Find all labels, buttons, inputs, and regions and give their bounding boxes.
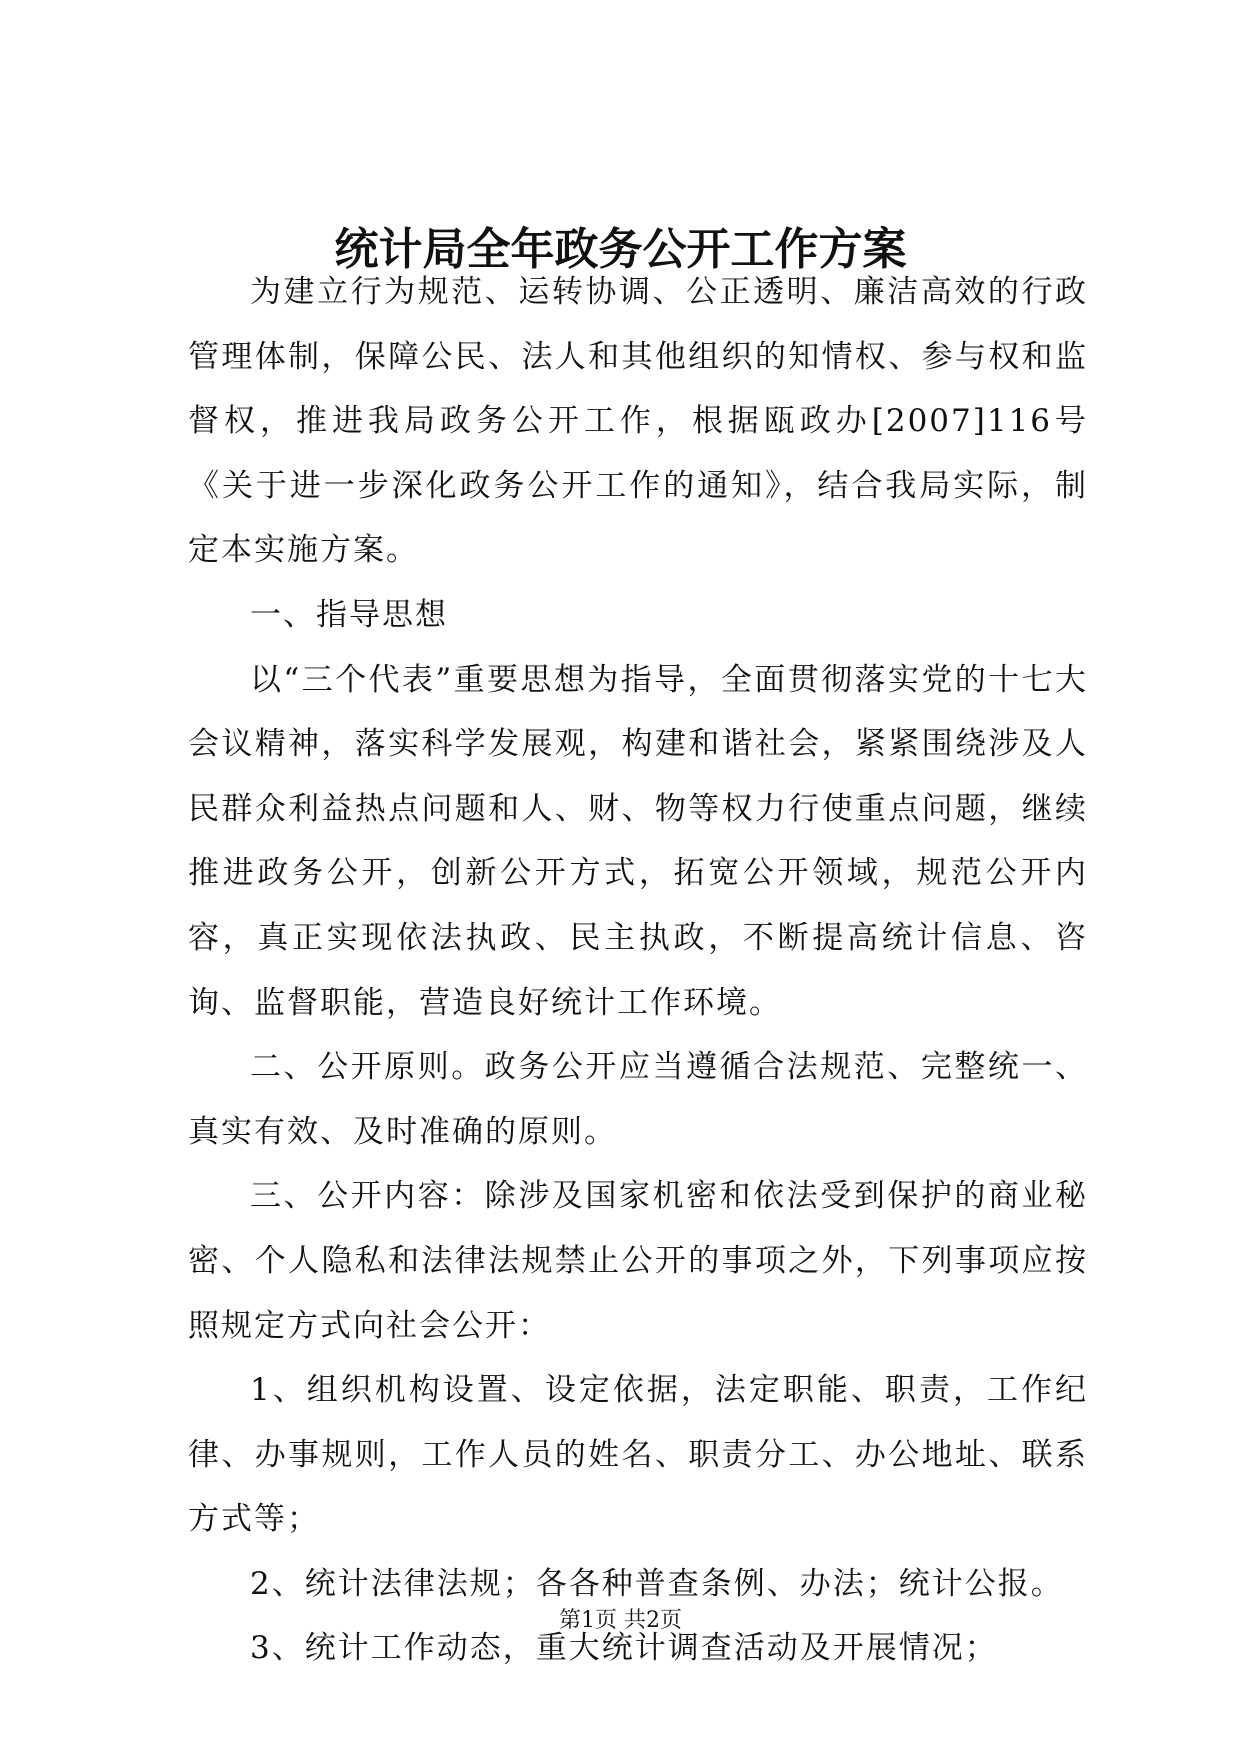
- paragraph-disclosure-principle: 二、公开原则。政务公开应当遵循合法规范、完整统一、真实有效、及时准确的原则。: [188, 1049, 1088, 1150]
- paragraph-guiding-thought: 以“三个代表”重要思想为指导，全面贯彻落实党的十七大会议精神，落实科学发展观，构建和谐社会，紧紧围绕涉及人民群众利益热点问题和人、财、物等权力行使重点问题，继续推进政务公开，创新公开方式，拓宽公开领域，规范公开内容，真正实现依法执政、民主执政，不断提高统计信息、咨询、监督职能，营造良好统计工作环境。: [188, 661, 1088, 1021]
- document-body: [188, 260, 1088, 1681]
- list-item-2: 2、统计法律法规；各各种普查条例、办法；统计公报。: [250, 1565, 1064, 1602]
- list-item-3: 3、统计工作动态，重大统计调查活动及开展情况；: [250, 1630, 998, 1667]
- heading-guiding-thought: 一、指导思想: [250, 596, 448, 633]
- page-number: 第1页 共2页: [559, 1608, 682, 1633]
- paragraph-intro: 为建立行为规范、运转协调、公正透明、廉洁高效的行政管理体制，保障公民、法人和其他组织的知情权、参与权和监督权，推进我局政务公开工作，根据瓯政办[2007]116号《关于进一步深化政务公开工作的通知》，结合我局实际，制定本实施方案。: [188, 274, 1088, 569]
- paragraph-disclosure-content: 三、公开内容：除涉及国家机密和依法受到保护的商业秘密、个人隐私和法律法规禁止公开的事项之外，下列事项应按照规定方式向社会公开：: [188, 1178, 1088, 1344]
- document-title: 统计局全年政务公开工作方案: [334, 224, 907, 275]
- list-item-1: 1、组织机构设置、设定依据，法定职能、职责，工作纪律、办事规则，工作人员的姓名、职责分工、办公地址、联系方式等；: [188, 1372, 1088, 1538]
